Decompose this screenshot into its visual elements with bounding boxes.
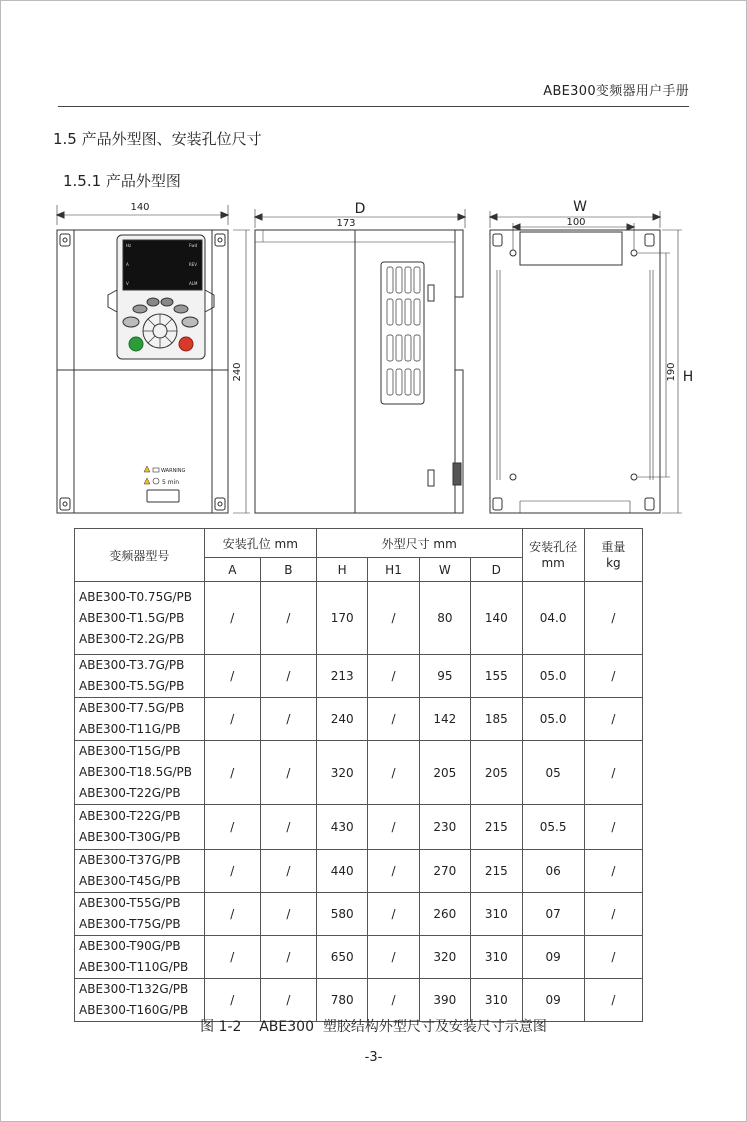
model-cell — [75, 850, 205, 893]
cell-weight: / — [584, 979, 642, 1022]
cell-b: / — [260, 655, 316, 698]
cell-hole: 05.0 — [522, 698, 584, 741]
cell-a: / — [204, 582, 260, 655]
back-view — [490, 211, 682, 513]
cell-hole: 07 — [522, 893, 584, 936]
cell-w: 80 — [419, 582, 470, 655]
page-number: -3- — [364, 1050, 383, 1065]
cell-hole: 04.0 — [522, 582, 584, 655]
cell-b: / — [260, 582, 316, 655]
col-b: B — [260, 558, 316, 582]
cell-hole: 05.0 — [522, 655, 584, 698]
cell-d: 215 — [471, 850, 522, 893]
model-name: ABE300-T22G/PB — [79, 786, 181, 800]
subsection-heading: 1.5.1 产品外型图 — [63, 172, 181, 190]
cell-h1: / — [368, 979, 419, 1022]
front-height-dim: 240 — [232, 362, 243, 382]
cell-a: / — [204, 850, 260, 893]
cell-h1: / — [368, 936, 419, 979]
cell-w: 230 — [419, 805, 470, 850]
cell-h1: / — [368, 655, 419, 698]
model-name: ABE300-T160G/PB — [79, 1003, 189, 1017]
svg-text:ALM: ALM — [189, 281, 198, 286]
section-heading: 1.5 产品外型图、安装孔位尺寸 — [53, 130, 262, 148]
svg-text:Fwd: Fwd — [189, 243, 198, 248]
cell-h1: / — [368, 893, 419, 936]
cell-d: 310 — [471, 979, 522, 1022]
cell-w: 205 — [419, 741, 470, 805]
model-name: ABE300-T7.5G/PB — [79, 701, 185, 715]
col-w: W — [419, 558, 470, 582]
cell-h: 650 — [316, 936, 367, 979]
cell-a: / — [204, 698, 260, 741]
cell-d: 155 — [471, 655, 522, 698]
col-weight: 重量 kg — [584, 529, 642, 582]
cell-h1: / — [368, 582, 419, 655]
front-view — [57, 205, 228, 513]
model-name: ABE300-T55G/PB — [79, 896, 181, 910]
cell-weight: / — [584, 805, 642, 850]
cell-weight: / — [584, 698, 642, 741]
model-name: ABE300-T3.7G/PB — [79, 658, 185, 672]
side-depth-dim: 173 — [336, 218, 356, 229]
model-name: ABE300-T37G/PB — [79, 853, 181, 867]
cell-h: 440 — [316, 850, 367, 893]
cell-h: 430 — [316, 805, 367, 850]
cell-a: / — [204, 893, 260, 936]
cell-h1: / — [368, 850, 419, 893]
cell-d: 140 — [471, 582, 522, 655]
model-name: ABE300-T11G/PB — [79, 722, 181, 736]
cell-d: 310 — [471, 936, 522, 979]
side-depth-letter: D — [354, 201, 366, 217]
cell-h: 780 — [316, 979, 367, 1022]
model-name: ABE300-T110G/PB — [79, 960, 189, 974]
cell-w: 390 — [419, 979, 470, 1022]
cell-weight: / — [584, 655, 642, 698]
cell-d: 310 — [471, 893, 522, 936]
cell-hole: 09 — [522, 936, 584, 979]
cell-weight: / — [584, 893, 642, 936]
cell-hole: 06 — [522, 850, 584, 893]
table-row — [75, 741, 643, 805]
table-row — [75, 805, 643, 850]
cell-h: 213 — [316, 655, 367, 698]
cell-b: / — [260, 893, 316, 936]
cell-w: 95 — [419, 655, 470, 698]
table-row — [75, 850, 643, 893]
back-width-letter: W — [573, 199, 587, 215]
cell-h: 240 — [316, 698, 367, 741]
front-width-dim: 140 — [130, 202, 150, 213]
model-name: ABE300-T5.5G/PB — [79, 679, 185, 693]
svg-text:A: A — [126, 262, 129, 267]
svg-text:REV: REV — [189, 262, 198, 267]
cell-b: / — [260, 850, 316, 893]
timer-label: 5 min — [162, 479, 180, 486]
model-name: ABE300-T0.75G/PB — [79, 589, 193, 604]
table-row — [75, 893, 643, 936]
cell-hole: 05 — [522, 741, 584, 805]
cell-b: / — [260, 936, 316, 979]
cell-hole: 09 — [522, 979, 584, 1022]
manual-title: ABE300变频器用户手册 — [543, 84, 689, 99]
figure-caption: 图 1-2 ABE300 塑胶结构外型尺寸及安装尺寸示意图 — [200, 1019, 547, 1035]
cell-w: 260 — [419, 893, 470, 936]
cell-h: 320 — [316, 741, 367, 805]
col-mount-holes: 安装孔位 mm — [204, 529, 316, 558]
back-hole-width-dim: 100 — [566, 217, 586, 228]
col-h1: H1 — [368, 558, 419, 582]
cell-h: 170 — [316, 582, 367, 655]
cell-d: 205 — [471, 741, 522, 805]
model-cell — [75, 936, 205, 979]
model-cell — [75, 655, 205, 698]
cell-a: / — [204, 741, 260, 805]
model-cell — [75, 805, 205, 850]
model-name: ABE300-T18.5G/PB — [79, 765, 193, 779]
model-name: ABE300-T22G/PB — [79, 809, 181, 823]
back-hole-height-dim: 190 — [666, 362, 677, 382]
model-name: ABE300-T15G/PB — [79, 744, 181, 758]
cell-b: / — [260, 741, 316, 805]
table-row — [75, 698, 643, 741]
cell-h1: / — [368, 698, 419, 741]
cell-a: / — [204, 805, 260, 850]
cell-weight: / — [584, 850, 642, 893]
cell-b: / — [260, 698, 316, 741]
cell-b: / — [260, 979, 316, 1022]
table-row — [75, 655, 643, 698]
side-view — [255, 209, 465, 513]
model-name: ABE300-T1.5G/PB — [79, 610, 185, 625]
svg-text:Hz: Hz — [126, 243, 132, 248]
model-name: ABE300-T2.2G/PB — [79, 631, 185, 646]
cell-h: 580 — [316, 893, 367, 936]
table-row — [75, 936, 643, 979]
table-row — [75, 582, 643, 655]
col-h: H — [316, 558, 367, 582]
col-hole-diameter: 安装孔径 mm — [522, 529, 584, 582]
col-a: A — [204, 558, 260, 582]
col-model: 变频器型号 — [75, 529, 205, 582]
model-cell — [75, 582, 205, 655]
cell-d: 185 — [471, 698, 522, 741]
model-name: ABE300-T90G/PB — [79, 939, 181, 953]
model-cell — [75, 893, 205, 936]
header-divider — [58, 106, 689, 107]
cell-h1: / — [368, 741, 419, 805]
svg-text:V: V — [126, 281, 129, 286]
cell-w: 270 — [419, 850, 470, 893]
cell-weight: / — [584, 741, 642, 805]
col-d: D — [471, 558, 522, 582]
product-outline-drawing — [0, 195, 747, 520]
cell-w: 142 — [419, 698, 470, 741]
model-name: ABE300-T30G/PB — [79, 830, 181, 844]
back-height-letter: H — [682, 369, 694, 385]
cell-weight: / — [584, 936, 642, 979]
cell-h1: / — [368, 805, 419, 850]
model-name: ABE300-T45G/PB — [79, 874, 181, 888]
col-outline-dims: 外型尺寸 mm — [316, 529, 522, 558]
cell-hole: 05.5 — [522, 805, 584, 850]
cell-d: 215 — [471, 805, 522, 850]
cell-weight: / — [584, 582, 642, 655]
model-name: ABE300-T75G/PB — [79, 917, 181, 931]
cell-a: / — [204, 936, 260, 979]
model-name: ABE300-T132G/PB — [79, 982, 189, 996]
model-cell — [75, 698, 205, 741]
table-body — [75, 582, 643, 1022]
warning-label: WARNING — [161, 468, 186, 474]
model-cell — [75, 741, 205, 805]
cell-a: / — [204, 979, 260, 1022]
cell-b: / — [260, 805, 316, 850]
cell-w: 320 — [419, 936, 470, 979]
cell-a: / — [204, 655, 260, 698]
dimension-table — [74, 528, 643, 1022]
